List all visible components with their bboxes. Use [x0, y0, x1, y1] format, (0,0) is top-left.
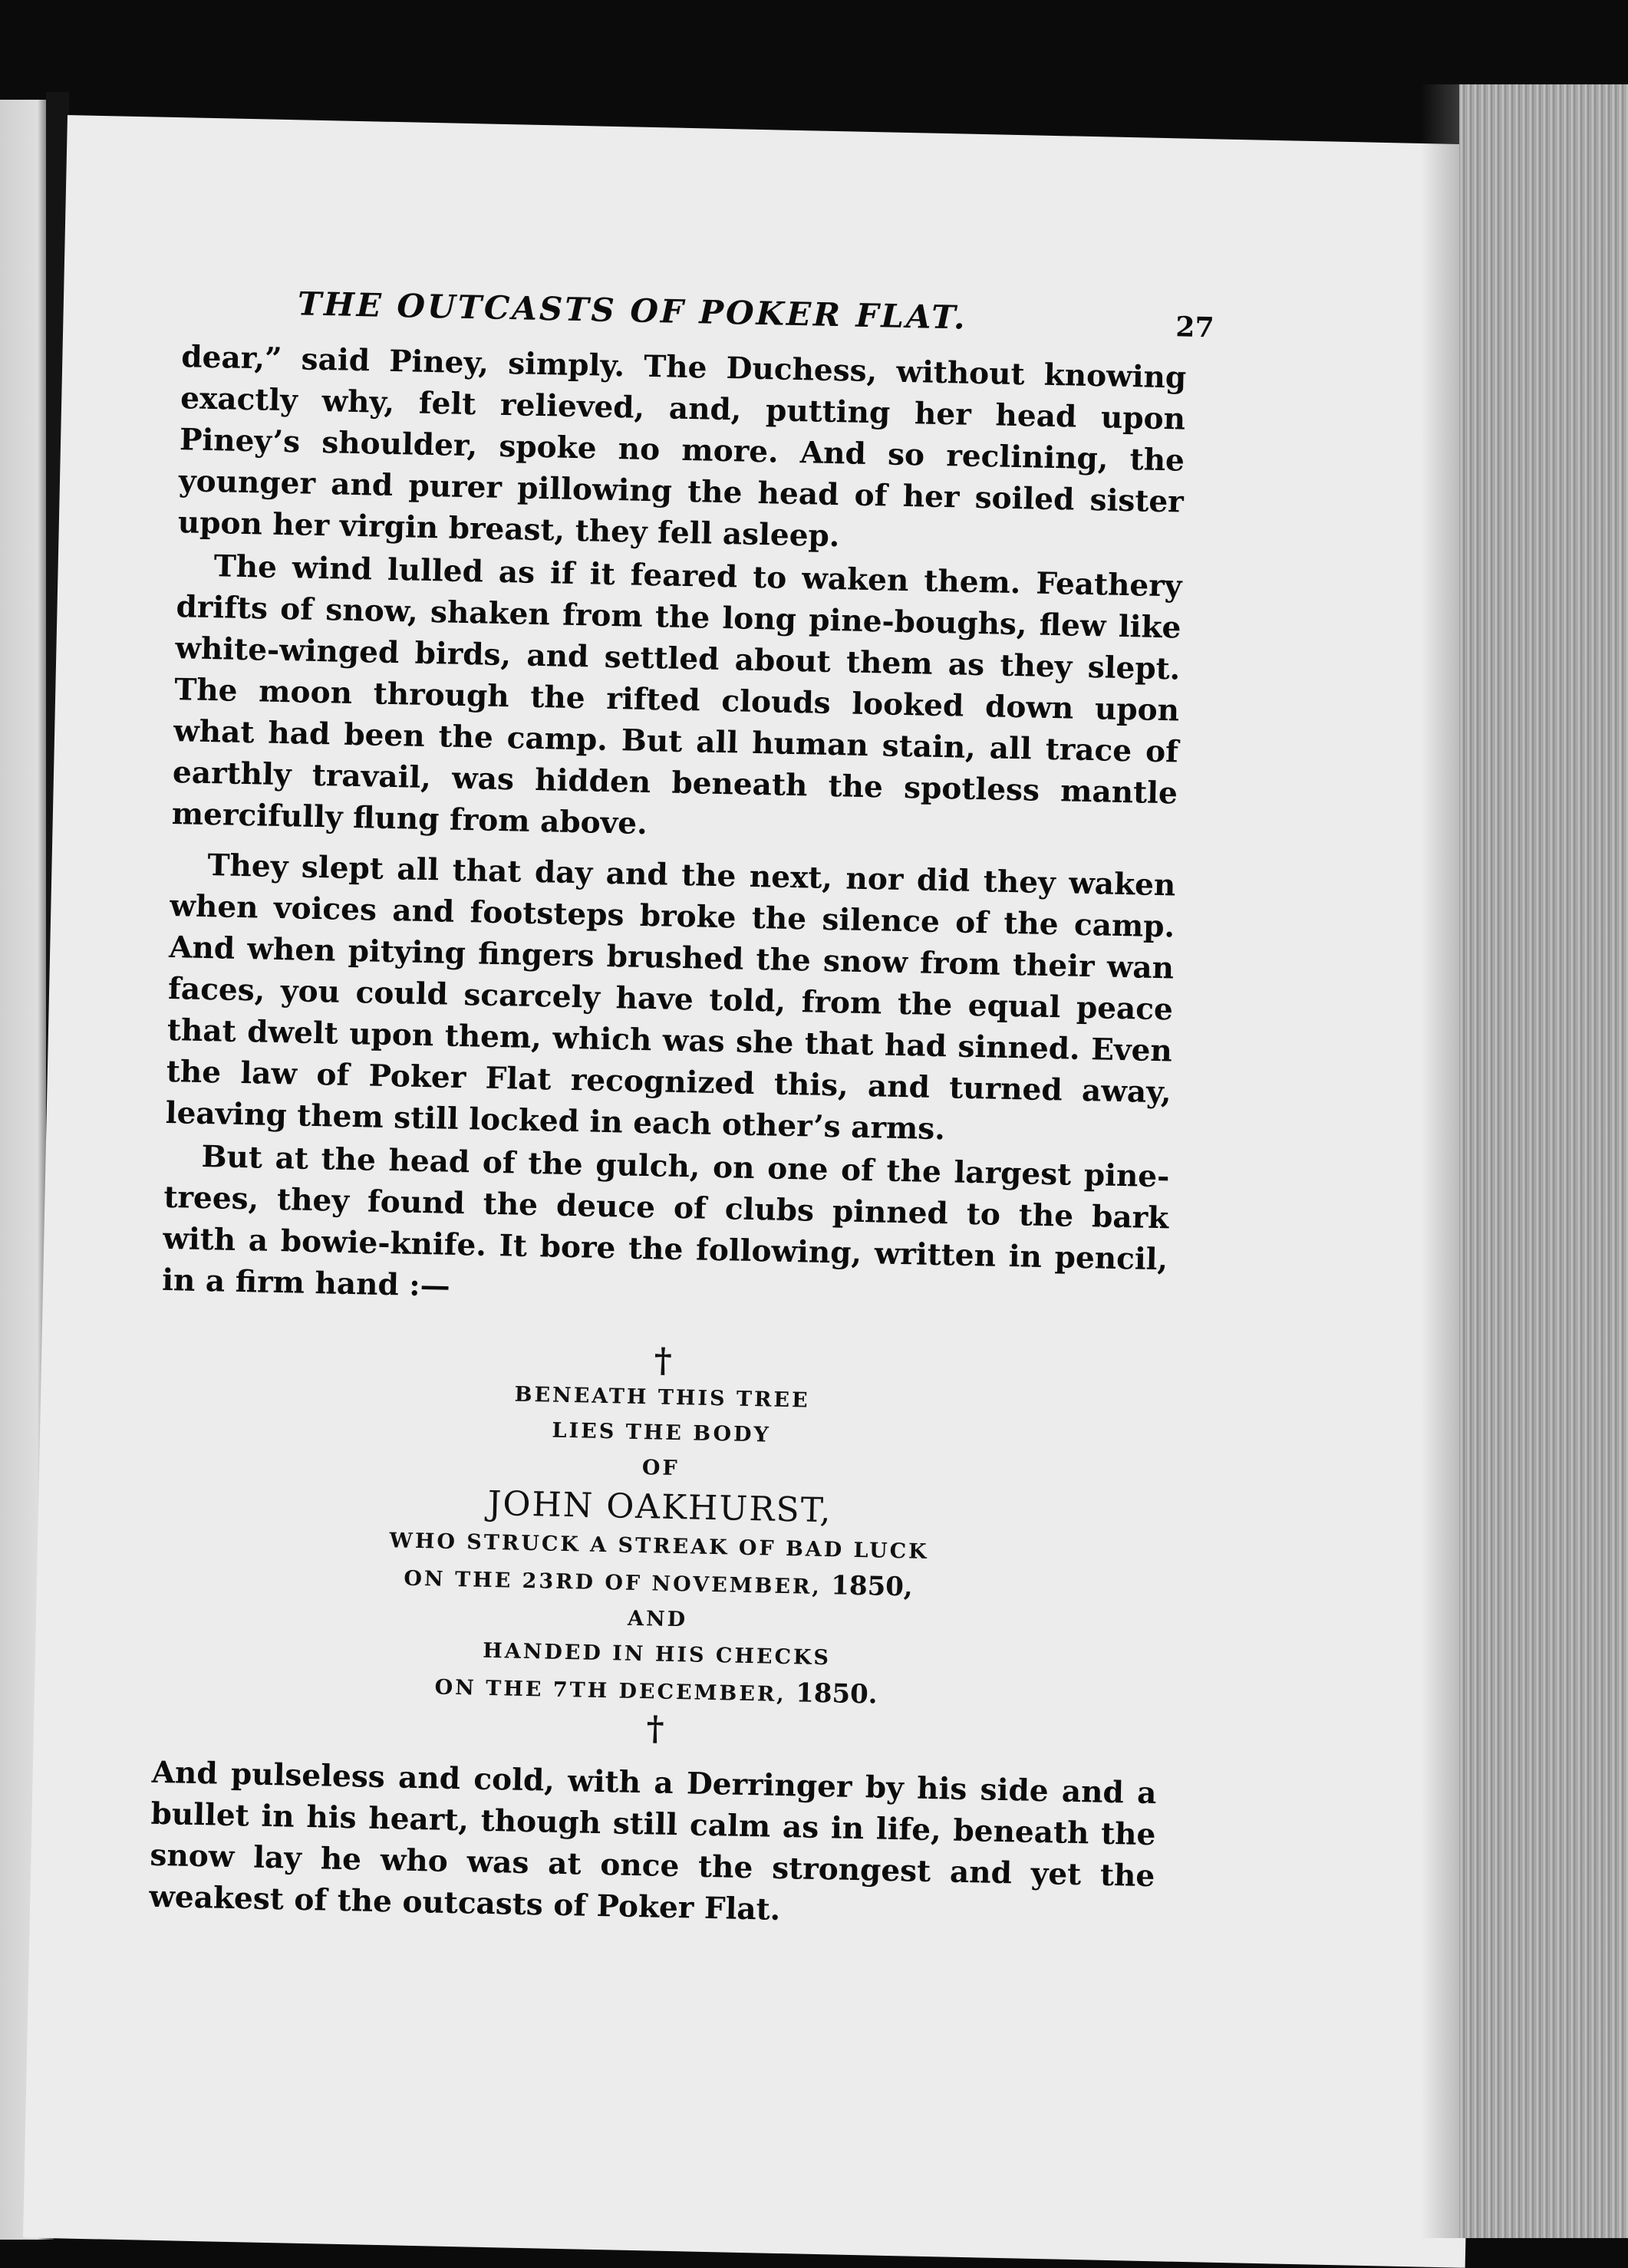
epitaph-name: JOHN OAKHURST, [487, 1483, 833, 1531]
cross-bottom: † [646, 1709, 665, 1749]
epitaph-line-3: OF [641, 1456, 680, 1481]
paragraph-3: They slept all that day and the next, nor did they waken when voices and footsteps broke the silence of the camp. And when pitying fingers brushed the snow from their wan faces, you could scarcely have told, from the equal peace that dwelt upon them, which was she that had sinned. Even the law of Poker Flat recognized this, and turned away, leaving them still locked in each other’s arms. [165, 848, 1176, 1147]
page-number: 27 [1175, 311, 1214, 344]
cross-top: † [654, 1341, 673, 1381]
epitaph-line-6-year: 1850, [830, 1570, 914, 1603]
closing-paragraph: And pulseless and cold, with a Derringer by his side and a bullet in his heart, though still calm as in life, beneath the snow lay he who was at once the strongest and yet the weakest of the outcasts of Poker Flat. [148, 1754, 1157, 1927]
book-page [23, 115, 1510, 2268]
paragraph-4: But at the head of the gulch, on one of the largest pine-trees, they found the deuce of clubs pinned to the bark with a bowie-knife. It bore the following, written in pencil, in a firm hand :— [161, 1138, 1170, 1304]
epitaph [153, 1332, 1166, 1759]
epitaph-line-9-text: ON THE 7TH DECEMBER, [434, 1675, 787, 1707]
running-head: THE OUTCASTS OF POKER FLAT. [297, 285, 968, 337]
epitaph-line-2: LIES THE BODY [552, 1418, 772, 1447]
epitaph-line-6-text: ON THE 23RD OF NOVEMBER, [404, 1566, 822, 1599]
epitaph-line-7: AND [627, 1606, 688, 1632]
epitaph-line-1: BENEATH THIS TREE [514, 1382, 810, 1413]
page-stack-edge [1459, 84, 1628, 2238]
page-content [148, 282, 1214, 1938]
epitaph-line-8: HANDED IN HIS CHECKS [482, 1638, 832, 1671]
paragraph-2: The wind lulled as if it feared to waken them. Feathery drifts of snow, shaken from the long pine-boughs, flew like white-winged birds, and settled about them as they slept. The moon through the rifted clouds looked down upon what had been the camp. But all human stain, all trace of earthly travail, was hidden beneath the spotless mantle mercifully flung from above. [171, 548, 1182, 842]
epitaph-line-9-year: 1850. [795, 1677, 878, 1710]
paragraph-1: dear,” said Piney, simply. The Duchess, without knowing exactly why, felt relieved, and, putting her head upon Piney’s shoulder, spoke no more. And so reclining, the younger and purer pillowing the head of her soiled sister upon her virgin breast, they fell asleep. [177, 339, 1187, 555]
epitaph-line-5: WHO STRUCK A STREAK OF BAD LUCK [389, 1529, 929, 1564]
